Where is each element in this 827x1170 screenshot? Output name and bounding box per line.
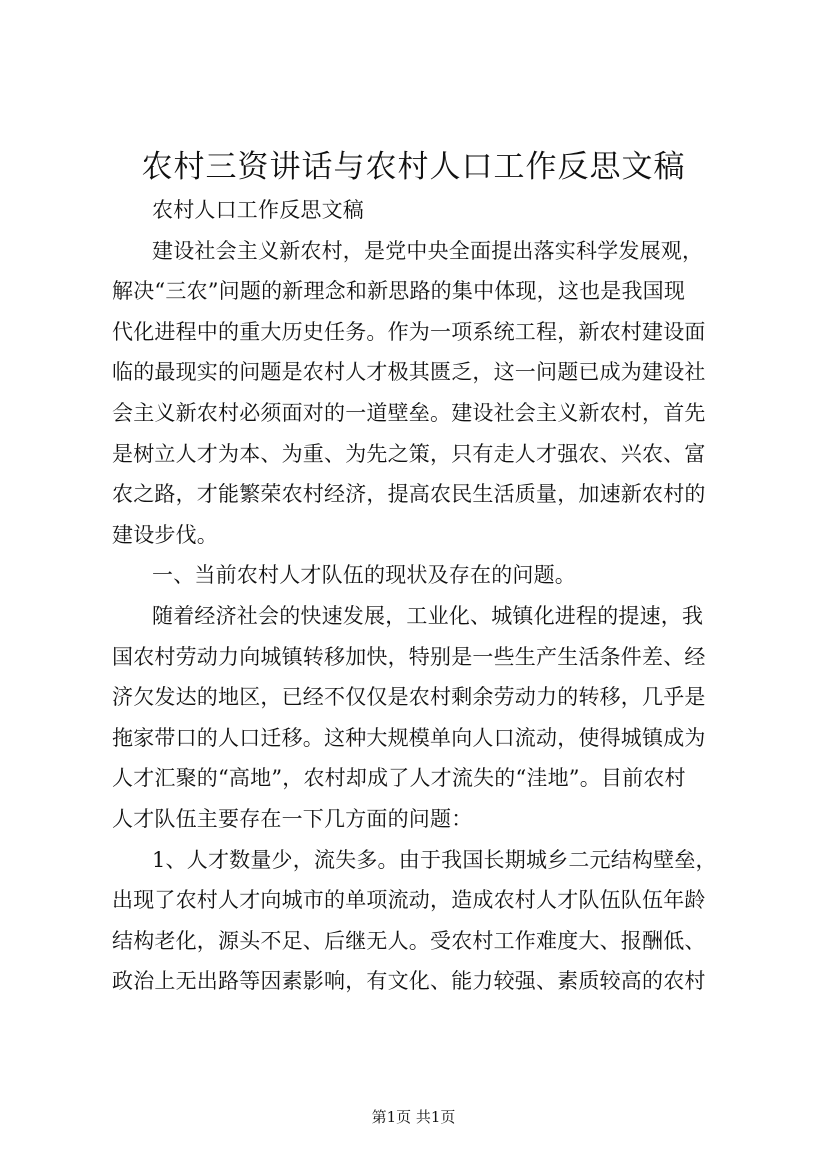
- paragraph-line: 建设步伐。: [112, 522, 218, 547]
- paragraph-line: 政治上无出路等因素影响，有文化、能力较强、素质较高的农村: [112, 969, 706, 994]
- section-heading: 一、当前农村人才队伍的现状及存在的问题。: [152, 563, 576, 588]
- paragraph-line: 1、人才数量少，流失多。由于我国长期城乡二元结构壁垒，: [152, 847, 717, 872]
- paragraph-line: 是树立人才为本、为重、为先之策，只有走人才强农、兴农、富: [112, 441, 706, 466]
- paragraph-line: 随着经济社会的快速发展，工业化、城镇化进程的提速，我: [152, 603, 704, 628]
- paragraph-line: 拖家带口的人口迁移。这种大规模单向人口流动，使得城镇成为: [112, 725, 706, 750]
- paragraph-line: 代化进程中的重大历史任务。作为一项系统工程，新农村建设面: [112, 319, 706, 344]
- paragraph-line: 国农村劳动力向城镇转移加快，特别是一些生产生活条件差、经: [112, 644, 706, 669]
- page-number-footer: 第1页 共1页: [371, 1108, 456, 1126]
- paragraph-line: 建设社会主义新农村，是党中央全面提出落实科学发展观，: [152, 238, 704, 263]
- document-body: [112, 190, 724, 1002]
- document-title: 农村三资讲话与农村人口工作反思文稿: [141, 149, 686, 185]
- paragraph-line: 出现了农村人才向城市的单项流动，造成农村人才队伍队伍年龄: [112, 888, 706, 913]
- paragraph-line: 农之路，才能繁荣农村经济，提高农民生活质量，加速新农村的: [112, 482, 706, 507]
- paragraph-line: 人才队伍主要存在一下几方面的问题：: [112, 806, 473, 831]
- paragraph-line: 临的最现实的问题是农村人才极其匮乏，这一问题已成为建设社: [112, 360, 706, 385]
- paragraph-line: 结构老化，源头不足、后继无人。受农村工作难度大、报酬低、: [112, 928, 706, 953]
- paragraph-line: 人才汇聚的“高地”，农村却成了人才流失的“洼地”。目前农村: [112, 766, 686, 791]
- paragraph-line: 会主义新农村必须面对的一道壁垒。建设社会主义新农村，首先: [112, 400, 706, 425]
- paragraph-line: 解决“三农”问题的新理念和新思路的集中体现，这也是我国现: [112, 279, 686, 304]
- subtitle-line: 农村人口工作反思文稿: [152, 198, 364, 222]
- paragraph-line: 济欠发达的地区，已经不仅仅是农村剩余劳动力的转移，几乎是: [112, 685, 706, 710]
